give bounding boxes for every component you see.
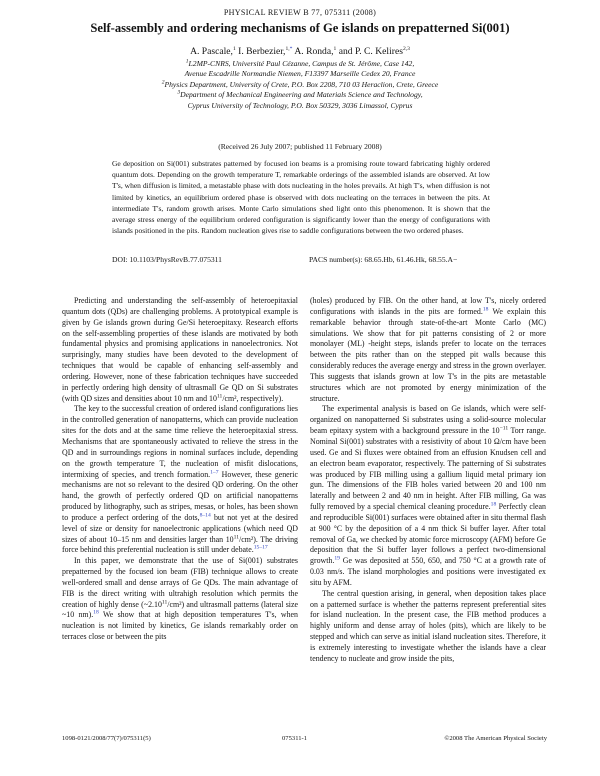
- footer-copyright: ©2008 The American Physical Society: [444, 735, 547, 742]
- body-column-left: [62, 296, 298, 643]
- citation-link[interactable]: 1–7: [210, 468, 219, 475]
- body-column-right: [310, 296, 546, 665]
- paragraph: In this paper, we demonstrate that the use of Si(001) substrates prepatterned by the focused ion beam (FIB) technique allows to create well-ordered small and dense arrays of Ge QDs. The main advantage of FIB is the direct writing with ultrahigh resolution which permits the creation of highly dense (~2.10$^{11}$/cm²) and ultrasmall patterns (lateral size ~10 nm).$^{18}$ We show that at high deposition temperatures T's, when nucleation is not limited by kinetics, Ge islands remarkably order on terraces close or between the pits: [62, 556, 298, 642]
- paragraph: (holes) produced by FIB. On the other hand, at low T's, nicely ordered configurations with islands in the pits are formed.$^{18}$ We explain this remarkable behavior through state-of-the-art Monte Carlo (MC) simulations. We show that for pit patterns consisting of 2 or more monolayer (ML) -height steps, islands prefer to locate on the terraces between the pits rather than on the stepped pit walls because this considerably reduces the average energy and stress in the grown overlayer. This suggests that islands grown at low T's in the pits are metastable structures which are not promoted by energy minimization of the structure.: [310, 296, 547, 403]
- citation-link[interactable]: 18: [93, 609, 99, 616]
- corresponding-author-link[interactable]: *: [289, 45, 293, 52]
- citation-link[interactable]: 8–14: [199, 512, 211, 519]
- citation-link[interactable]: 18: [482, 306, 489, 313]
- author-affiliation-mark: 2,3: [402, 45, 410, 52]
- paragraph: The experimental analysis is based on Ge islands, which were self-organized on nanopatterned Si substrates using a solid-source molecular beam epitaxy system with a background pressure in the $10^{-11}$ Torr range. Nominal Si(001) substrates with a resistivity of about 10 Ω/cm have been used. Ge and Si fluxes were obtained from an effusion Knudsen cell and an electron beam evaporator, respectively. The patterning of Si substrates was produced by FIB milling using a gallium liquid metal primary ion gun. The dimensions of the FIB holes varied between 20 and 100 nm laterally and between 2 and 40 nm in height. After FIB milling, Ga was fully removed by a special chemical cleaning procedure.$^{18}$ Perfectly clean and reproducible Si(001) surfaces were obtained after in situ thermal flash at 900 °C by the deposition of a 4 nm thick Si buffer layer. After total removal of Ga, we checked by atomic force microscopy (AFM) before Ge deposition that the Si buffer layer follows a perfect two-dimensional growth.$^{19}$ Ge was deposited at 550, 650, and 750 °C at a growth rate of 0.03 nm/s. The island morphologies and positions were investigated ex situ by AFM.: [310, 404, 546, 587]
- affiliation: $^3$Department of Mechanical Engineering and Materials Science and Technology,: [177, 89, 423, 100]
- paragraph: The key to the successful creation of ordered island configurations lies in the controlled generation of nanopatterns, which can provide nucleation sites for the dots and at the same time relieve the heteroepitaxial stress. Mechanisms that are spontaneously activated to relieve the stress in the QD and in surroundings regions in nominal surfaces include, depending on the growth temperature T, the nucleation of misfit dislocations, intermixing of species, and trench formation.$^{1-7}$ However, these generic mechanisms are not so relevant to the desired QD ordering. On the other hand, the growth of perfectly ordered QD on artificial nanopatterns produced by lithography, such as stripes, mesas, or holes, has been shown to produce a perfect ordering of the dots,$^{8-14}$ but not yet at the desired level of size or density for nanoelectronic applications (which need QD sizes of about 10–15 nm and densities larger than $10^{11}/cm^2$). The driving force behind this preferential nucleation is still under debate.$^{15-17}$: [62, 404, 298, 555]
- doi-link[interactable]: DOI: 10.1103/PhysRevB.77.075311: [112, 255, 222, 264]
- author-affiliation-mark: 1,: [285, 45, 290, 52]
- author-name: A. Ronda,: [292, 46, 334, 57]
- affiliation: $^2$Physics Department, University of Crete, P.O. Box 2208, 710 03 Heraclion, Crete, Greece: [161, 79, 439, 89]
- running-header: PHYSICAL REVIEW B 77, 075311 (2008): [223, 8, 377, 17]
- citation-link[interactable]: 15–17: [253, 544, 268, 551]
- author-name: I. Berbezier,: [235, 46, 286, 57]
- author-affiliation-mark: 1: [232, 45, 236, 52]
- paragraph: The central question arising, in general, when deposition takes place on a patterned surface is whether the patterns represent preferential sites for island nucleation. In the present case, the FIB method produces a highly uniform and dense array of holes (pits), which are likely to be stepped and which can serve as initial island nucleation sites. Therefore, it is extremely interesting to investigate whether the islands have a clear tendency to nucleate and grow inside the pits,: [310, 588, 546, 663]
- affiliation: $^1$L2MP-CNRS, Université Paul Cézanne, Campus de St. Jérôme, Case 142,: [185, 58, 415, 68]
- author-name: A. Pascale,: [190, 46, 233, 57]
- footer-page-number: 075311-1: [282, 735, 308, 742]
- footer-issn: 1098-0121/2008/77(7)/075311(5): [62, 735, 151, 742]
- author-name: and P. C. Kelires: [336, 46, 403, 57]
- paper-title: Self-assembly and ordering mechanisms of Ge islands on prepatterned Si(001): [90, 21, 510, 35]
- paragraph: Predicting and understanding the self-assembly of heteroepitaxial quantum dots (QDs) are challenging problems. A prototypical example is given by Ge islands grown during Ge/Si heteroepitaxy. Research efforts on the self-assembling properties of these islands are motivated by both fundamental physics and promising applications in nanoelectronics. Not surprisingly, many studies have been devoted to the development of techniques that would be capable of enhancing self-assembly and ordering. However, none of these fabrication techniques have succeeded in perfectly ordering high density of ultrasmall Ge QD on Si substrates (with QD sizes and densities about 10 nm and $10^{11}$/cm², respectively).: [62, 296, 298, 403]
- affiliation-line: Avenue Escadrille Normandie Niemen, F13397 Marseille Cedex 20, France: [184, 69, 416, 79]
- affiliations: [0, 59, 600, 111]
- citation-link[interactable]: 18: [490, 501, 497, 508]
- received-dates: (Received 26 July 2007; published 11 February 2008): [218, 142, 382, 151]
- abstract: Ge deposition on Si(001) substrates patterned by focused ion beams is a promising route toward fabricating highly ordered quantum dots. Depending on the growth temperature T, remarkable orderings of the assembled islands are observed. At low T's, when diffusion is limited, a metastable phase with dots nucleating in the holes prevails. At high T's, when diffusion is not limited by kinetics, an equilibrium ordered phase is observed with dots nucleating on the terraces in between the pits. At intermediate T's, random growth arises. Monte Carlo simulations shed light onto this phenomenon. It is shown that the average stress energy of the equilibrium ordered configuration is significantly lower than the energy of configurations with islands positioned in the pits. Random nucleation gives rise to saddle configurations between the two ordered phases.: [112, 159, 490, 236]
- pacs-numbers: PACS number(s): 68.65.Hb, 61.46.Hk, 68.55.A−: [309, 255, 458, 264]
- author-list: [0, 46, 600, 57]
- affiliation-line: Cyprus University of Technology, P.O. Box 50329, 3036 Limassol, Cyprus: [187, 100, 413, 110]
- author-affiliation-mark: 1: [333, 45, 337, 52]
- citation-link[interactable]: 19: [334, 555, 340, 562]
